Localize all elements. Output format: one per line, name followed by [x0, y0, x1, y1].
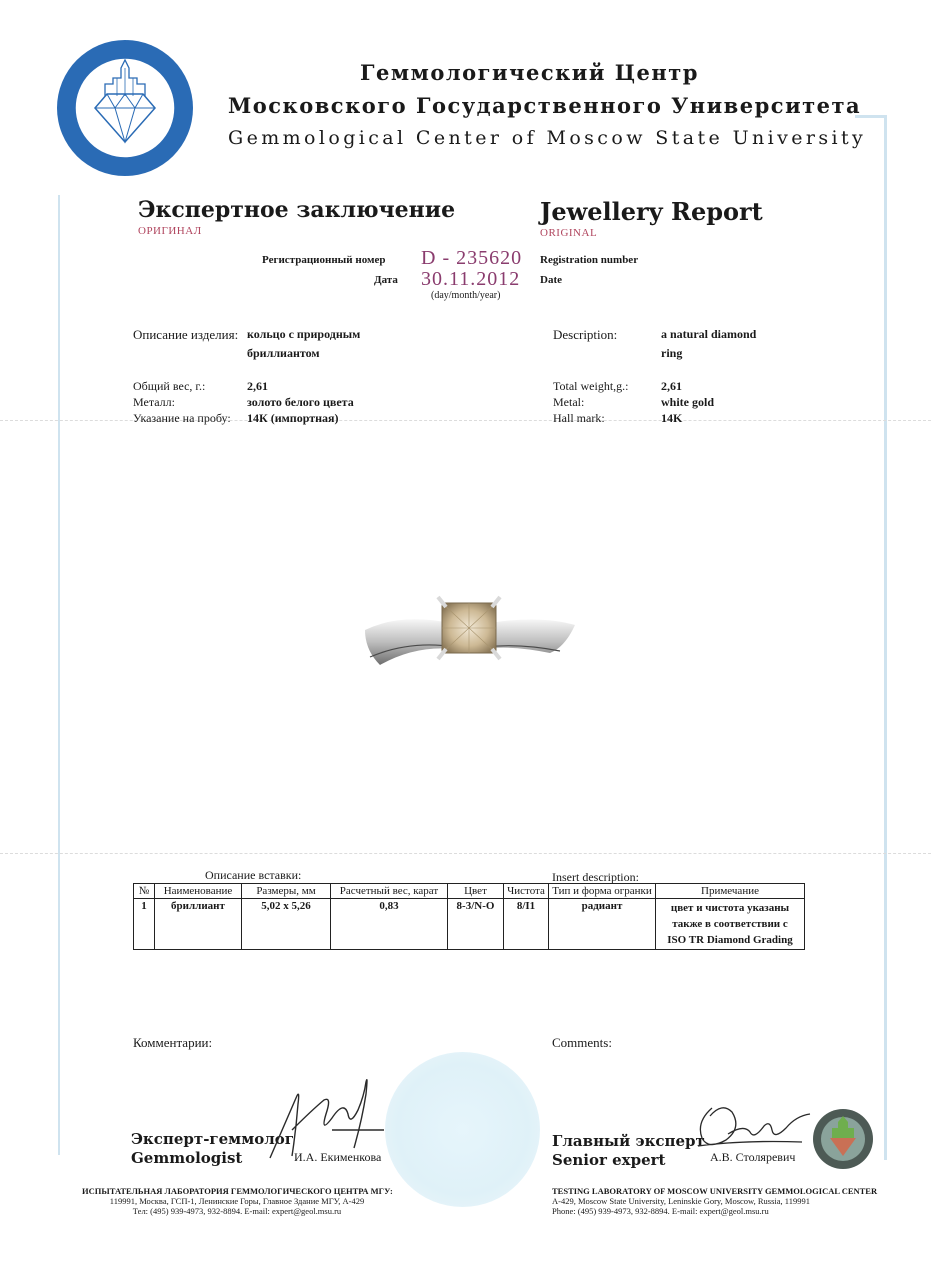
cell-color: 8-3/N-O	[448, 899, 504, 950]
date-format: (day/month/year)	[431, 290, 501, 301]
col-header-clarity: Чистота	[504, 884, 549, 899]
cell-size: 5,02 x 5,26	[242, 899, 331, 950]
cell-cut: радиант	[549, 899, 656, 950]
footer-en-contact: Phone: (495) 939-4973, 932-8894. E-mail: expert@geol.msu.ru	[552, 1206, 769, 1216]
weight-value-ru: 2,61	[247, 379, 268, 393]
date-label-en: Date	[540, 274, 562, 286]
insert-table	[133, 883, 805, 950]
header-ru-line2: Московского Государственного Университета	[228, 93, 862, 118]
metal-label-ru: Металл:	[133, 395, 175, 409]
cell-number: 1	[134, 899, 155, 950]
date-label-ru: Дата	[374, 274, 398, 286]
frame-line-right	[884, 115, 887, 1160]
hallmark-label-en: Hall mark:	[553, 411, 605, 425]
cell-note-line1: цвет и чистота указаны	[670, 902, 790, 914]
senior-expert-title	[552, 1132, 705, 1170]
comments-label-ru: Комментарии:	[133, 1035, 213, 1050]
cell-weight: 0,83	[331, 899, 448, 950]
col-header-name: Наименование	[155, 884, 242, 899]
desc-label-ru: Описание изделия:	[133, 327, 239, 342]
weight-value-en: 2,61	[661, 379, 682, 393]
reg-number: D - 235620	[421, 247, 523, 269]
footer-en-address: A-429, Moscow State University, Leninskie Gory, Moscow, Russia, 119991	[552, 1196, 810, 1206]
insert-caption-ru: Описание вставки:	[205, 868, 302, 882]
cell-note-line2: также в соответствии с	[672, 918, 788, 930]
desc-value-en-1: a natural diamond	[661, 327, 757, 341]
senior-expert-title-en: Senior expert	[552, 1151, 666, 1169]
reg-label-ru: Регистрационный номер	[262, 254, 386, 266]
col-header-note: Примечание	[656, 884, 805, 899]
footer-en-title: TESTING LABORATORY OF MOSCOW UNIVERSITY GEMMOLOGICAL CENTER	[552, 1186, 878, 1196]
footer-ru-title: ИСПЫТАТЕЛЬНАЯ ЛАБОРАТОРИЯ ГЕММОЛОГИЧЕСКОГО ЦЕНТРА МГУ:	[82, 1186, 393, 1196]
metal-value-ru: золото белого цвета	[247, 395, 354, 409]
col-header-weight: Расчетный вес, карат	[331, 884, 448, 899]
cell-note-line3: ISO TR Diamond Grading	[667, 934, 793, 946]
gemmologist-name: И.А. Екименкова	[294, 1150, 382, 1164]
cell-note	[656, 899, 805, 950]
header-ru-line1: Геммологический Центр	[360, 60, 699, 85]
weight-label-ru: Общий вес, г.:	[133, 379, 206, 393]
footer-en	[552, 1186, 877, 1216]
weight-label-en: Total weight,g.:	[553, 379, 629, 393]
footer-ru-contact: Тел: (495) 939-4973, 932-8894. E-mail: expert@geol.msu.ru	[132, 1206, 342, 1216]
footer-ru-address: 119991, Москва, ГСП-1, Ленинские Горы, Главное Здание МГУ, А-429	[109, 1196, 365, 1206]
comments-label-en: Comments:	[552, 1035, 612, 1050]
hallmark-value-en: 14K	[661, 411, 683, 425]
col-header-cut: Тип и форма огранки	[549, 884, 656, 899]
report-title-ru: Экспертное заключение	[138, 197, 456, 223]
col-header-size: Размеры, мм	[242, 884, 331, 899]
reg-label-en: Registration number	[540, 254, 639, 266]
metal-label-en: Metal:	[553, 395, 585, 409]
desc-value-ru-1: кольцо с природным	[247, 327, 361, 341]
insert-table-header	[134, 884, 805, 899]
frame-line-left	[58, 195, 60, 1155]
header-en-line: Gemmological Center of Moscow State University	[228, 127, 867, 149]
senior-expert-signature	[692, 1100, 812, 1155]
table-row	[134, 899, 805, 950]
diamond-ring-photo	[360, 585, 580, 675]
cell-clarity: 8/I1	[504, 899, 549, 950]
desc-value-ru-2: бриллиантом	[247, 346, 320, 360]
senior-expert-name: А.В. Столяревич	[710, 1150, 796, 1164]
footer-ru	[82, 1186, 392, 1216]
gemmologist-title-en: Gemmologist	[131, 1149, 243, 1167]
hallmark-value-ru: 14К (импортная)	[247, 411, 339, 425]
senior-expert-title-ru: Главный эксперт	[552, 1132, 705, 1150]
original-label-ru: ОРИГИНАЛ	[138, 225, 202, 237]
stamp-impression	[385, 1052, 540, 1207]
hologram-sticker-icon	[812, 1108, 874, 1170]
metal-value-en: white gold	[661, 395, 715, 409]
report-title-en: Jewellery Report	[540, 197, 763, 226]
fold-line-bottom	[0, 853, 931, 854]
cell-name: бриллиант	[155, 899, 242, 950]
col-header-color: Цвет	[448, 884, 504, 899]
date-value: 30.11.2012	[421, 268, 521, 290]
desc-label-en: Description:	[553, 327, 618, 342]
col-header-number: №	[134, 884, 155, 899]
gemmologist-title-ru: Эксперт-геммолог	[131, 1130, 295, 1148]
university-seal-icon	[55, 38, 195, 178]
original-label-en: ORIGINAL	[540, 227, 598, 239]
insert-caption-en: Insert description:	[552, 870, 639, 884]
hallmark-label-ru: Указание на пробу:	[133, 411, 231, 425]
desc-value-en-2: ring	[661, 346, 683, 360]
